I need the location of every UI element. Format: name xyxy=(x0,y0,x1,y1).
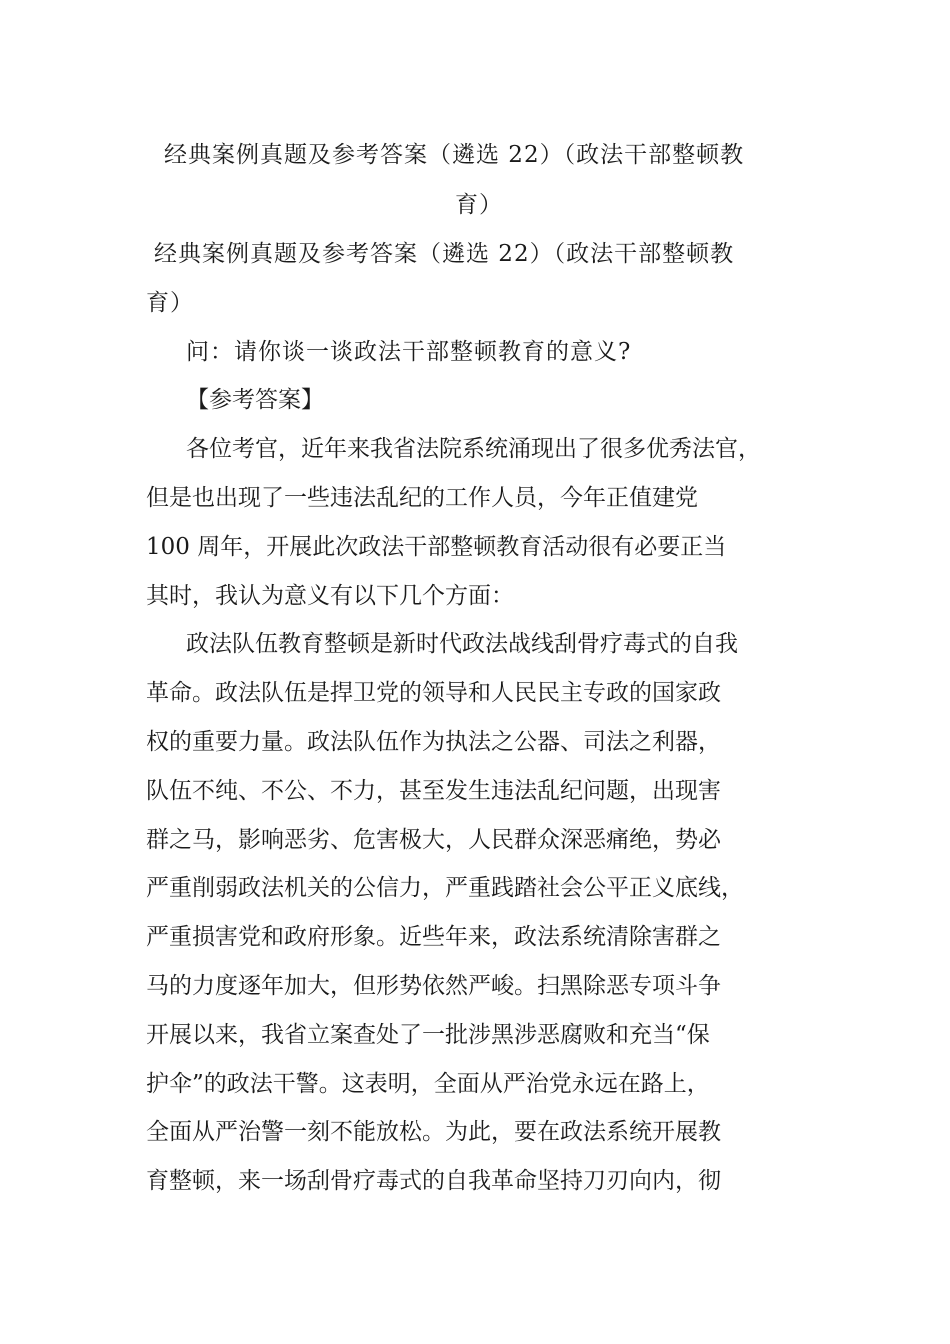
answer-heading: 【参考答案】 xyxy=(186,387,324,414)
document-body xyxy=(146,230,810,1206)
title-line-1: 经典案例真题及参考答案（遴选 22）（政法干部整顿教 xyxy=(164,142,745,168)
paragraph-line: 政法队伍教育整顿是新时代政法战线刮骨疗毒式的自我 xyxy=(186,631,738,658)
question-text: 问：请你谈一谈政法干部整顿教育的意义? xyxy=(186,338,632,365)
paragraph-line: 群之马，影响恶劣、危害极大，人民群众深恶痛绝，势必 xyxy=(146,826,721,853)
subtitle-line-1: 经典案例真题及参考答案（遴选 22）（政法干部整顿教 xyxy=(154,241,735,267)
paragraph-line: 各位考官，近年来我省法院系统涌现出了很多优秀法官， xyxy=(186,436,761,463)
paragraph-line: 严重损害党和政府形象。近些年来，政法系统清除害群之 xyxy=(146,924,721,951)
paragraph-line: 其时，我认为意义有以下几个方面： xyxy=(146,582,514,609)
paragraph-line: 权的重要力量。政法队伍作为执法之公器、司法之利器， xyxy=(146,728,721,755)
paragraph-line: 护伞”的政法干警。这表明，全面从严治党永远在路上， xyxy=(146,1070,710,1097)
paragraph-line: 100 周年，开展此次政法干部整顿教育活动很有必要正当 xyxy=(146,533,727,560)
paragraph-line: 革命。政法队伍是捍卫党的领导和人民民主专政的国家政 xyxy=(146,680,721,707)
paragraph-line: 但是也出现了一些违法乱纪的工作人员，今年正值建党 xyxy=(146,484,698,511)
paragraph-line: 队伍不纯、不公、不力，甚至发生违法乱纪问题，出现害 xyxy=(146,777,721,804)
paragraph-line: 全面从严治警一刻不能放松。为此，要在政法系统开展教 xyxy=(146,1119,721,1146)
document-title xyxy=(140,130,810,230)
subtitle-line-2: 育） xyxy=(146,289,194,316)
paragraph-1 xyxy=(146,425,810,620)
paragraph-line: 马的力度逐年加大，但形势依然严峻。扫黑除恶专项斗争 xyxy=(146,972,721,999)
paragraph-line: 开展以来，我省立案查处了一批涉黑涉恶腐败和充当“保 xyxy=(146,1021,710,1048)
paragraph-line: 育整顿，来一场刮骨疗毒式的自我革命坚持刀刃向内，彻 xyxy=(146,1168,721,1195)
paragraph-line: 严重削弱政法机关的公信力，严重践踏社会公平正义底线， xyxy=(146,875,744,902)
title-line-2: 育） xyxy=(455,192,503,218)
paragraph-2 xyxy=(146,620,810,1206)
